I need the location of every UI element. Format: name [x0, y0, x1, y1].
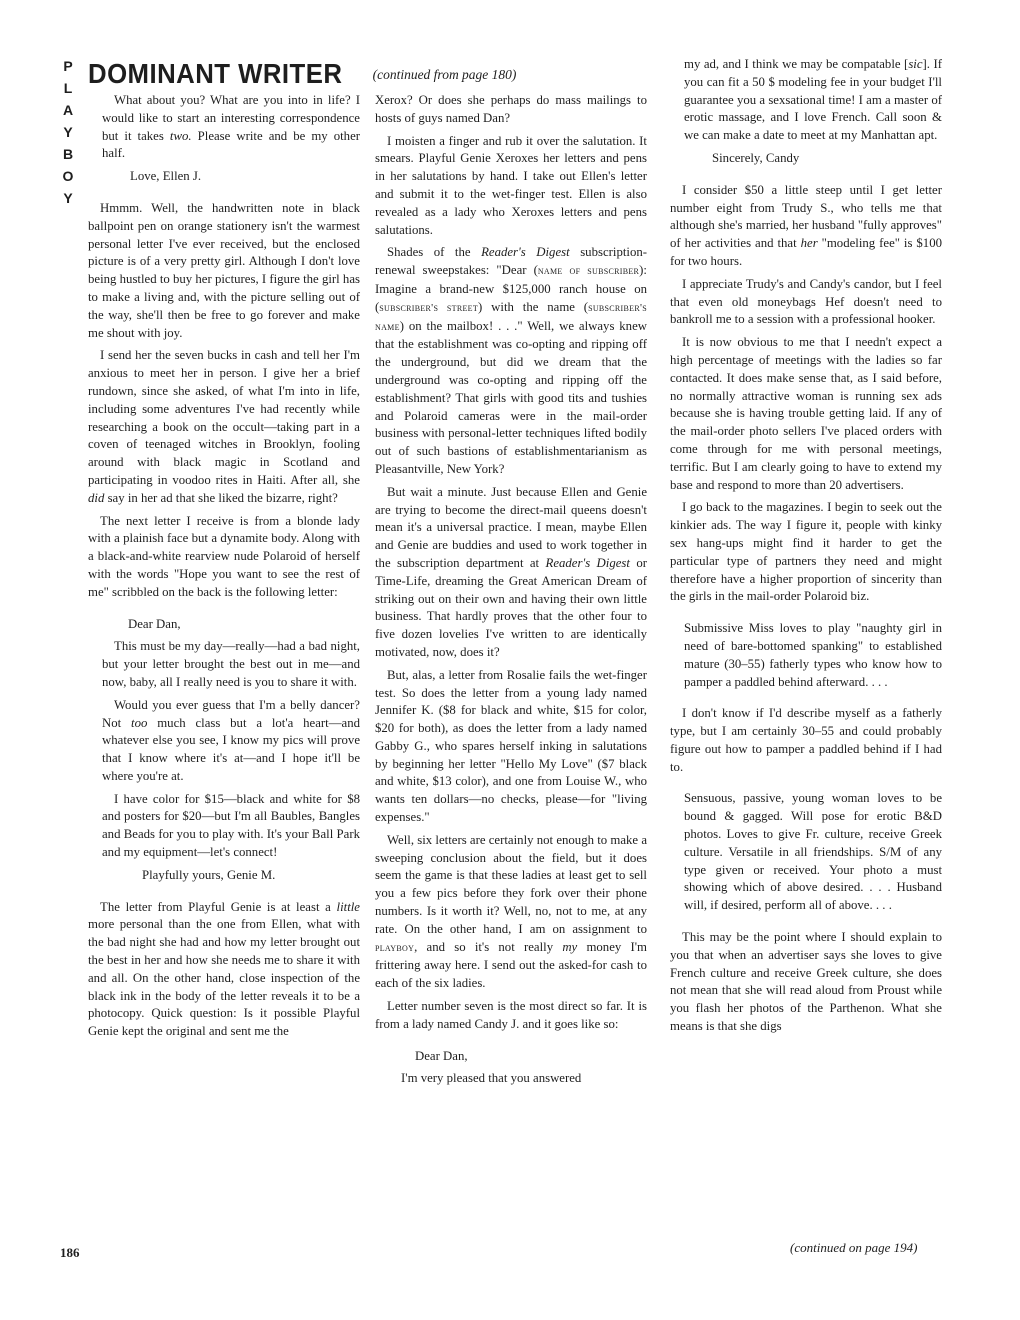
emphasis: Reader's Digest — [545, 555, 630, 570]
body-paragraph — [375, 244, 647, 478]
quoted-ad-2 — [684, 790, 942, 915]
text: or Time-Life, dreaming the Great American Dream of striking out on their own and having their own little business. That hardly proves that the other four to five dozen lovelies I've written to are identically motivated, now, does it? — [375, 555, 648, 659]
letter-signature: Sincerely, Candy — [712, 150, 800, 165]
text: I send her the seven bucks in cash and tell her I'm anxious to meet her in person. I give her a brief rundown, since she asked, of what I'm into in life, including some adventures I've had recently while researching a book on the occult—taking part in a coven of teenaged witches in Brooklyn, fooling around with black magic in Scotland and participating in voodoo rites in Haiti. After all, she — [88, 348, 360, 487]
letter-signature: Playfully yours, Genie M. — [142, 867, 276, 882]
text: But wait a minute. Just because Ellen and Genie are trying to become the direct-mail queens doesn't mean it's a universal practice. I mean, maybe Ellen and Genie are buddies and used to work together in the subscription department at — [375, 484, 647, 570]
body-paragraph — [375, 832, 647, 993]
masthead-letter: B — [62, 146, 74, 162]
body-paragraph: Xerox? Or does she perhaps do mass mailings to hosts of guys named Dan? — [375, 93, 647, 125]
text: I consider $50 a little steep until I get letter number eight from Trudy S., who tells me that although she's married, her husband "fully approves" of her activities and that — [670, 182, 942, 251]
magazine-masthead — [60, 55, 76, 209]
letter-candy-start — [375, 1048, 647, 1089]
column-2 — [375, 92, 647, 1093]
body-paragraph — [88, 899, 360, 1041]
small-caps: subscriber's street — [379, 301, 479, 314]
column-3 — [670, 56, 942, 1041]
body-paragraph — [670, 182, 942, 271]
letter-paragraph — [102, 92, 360, 163]
letter-candy-end — [670, 56, 942, 168]
ad-text: Submissive Miss loves to play "naughty girl in need of bare-bottomed spanking" to established mature (30–55) fatherly types who know how to pamper a paddled behind afterward. . . . — [684, 621, 942, 689]
text: ) with the name ( — [478, 299, 589, 314]
emphasis: Reader's Digest — [481, 245, 570, 260]
masthead-letter: L — [63, 80, 73, 96]
text: ): Imagine a brand-new $125,000 ranch house on ( — [375, 263, 647, 314]
body-paragraph: It is now obvious to me that I needn't expect a high percentage of meetings with the ladies so far contacted. It does make sense that, as I said before, no normally attractive woman is running sex ads because she is having trouble getting laid. If any of the mail-order photo sellers I've placed orders with come through for me with personal meetings, terrific. But I am clearly going to have to extend my base and respond to more than 20 advertisers. — [670, 335, 942, 492]
text: subscription-renewal sweepstakes: "Dear ( — [375, 245, 648, 278]
text: What about you? What are you into in life? I would like to start an interesting correspondence but it takes — [102, 93, 360, 143]
small-caps: name of subscriber — [537, 265, 640, 278]
small-caps: subscriber's name — [375, 301, 648, 333]
body-paragraph: I appreciate Trudy's and Candy's candor, but I feel that even old moneybags Hef doesn't need to bankroll me to a session with a professional hooker. — [670, 276, 942, 327]
text: much class but a lot'a heart—and whatever else you see, I know my pics will prove that I know where it's at—and I hope it'll be where you're at. — [102, 715, 360, 783]
text: The letter from Playful Genie is at least a — [100, 899, 331, 914]
masthead-letter: A — [62, 102, 74, 118]
emphasis: my — [562, 939, 578, 954]
small-caps: playboy — [375, 941, 415, 954]
text: Well, six letters are certainly not enough to make a sweeping conclusion about the field, but it does seem the game is that these ladies at least get to sell you a few pics before they fork over their phone numbers. Is it worth it? Well, no, not to me, at any rate. On the other hand, I am on assignment to — [375, 832, 647, 936]
quoted-ad-1 — [684, 620, 942, 691]
text: my ad, and I think we may be compatable [ — [684, 57, 909, 71]
ad-text: Sensuous, passive, young woman loves to be bound & gagged. Will pose for erotic B&D photos. Loves to give Fr. culture, receive Greek culture. Versatile in all friendships. S/M of any type given or received. Your photo a must showing which of above desired. . . . Husband will, if desired, perform all of above. . . . — [684, 791, 942, 913]
text: Would you ever guess that I'm a belly dancer? Not — [102, 697, 360, 730]
text: more personal than the one from Ellen, what with the bad night she had and how my letter brought out the best in her and how she needs me to share it with and all. On the other hand, close inspection of the black ink in the body of the letter reveals it to be a photocopy. Quick question: Is it possible Playful Genie kept the original and sent me the — [88, 917, 360, 1039]
text: money I'm frittering away here. I send out the asked-for cash to each of the six ladies. — [375, 939, 647, 991]
letter-ellen — [88, 92, 360, 186]
body-paragraph: I go back to the magazines. I begin to seek out the kinkier ads. The way I figure it, people with kinky sex hang-ups might find it harder to get the particular type of partners they need and might therefore have a higher proportion of sincerity than the girls in the mail-order Polaroid biz. — [670, 500, 942, 604]
masthead-letter: O — [62, 168, 74, 184]
body-paragraph — [375, 484, 647, 662]
emphasis: did — [88, 490, 105, 505]
text: ]. If you can fit a 50 $ modeling fee in your budget I'll guarantee you a sexsational time! I am a master of erotic massage, and I love French. Call soon & we can make a date to meet at my Manhattan apt. — [684, 57, 942, 143]
masthead-letter: Y — [63, 190, 73, 206]
letter-paragraph: I'm very pleased that you answered — [401, 1071, 582, 1086]
letter-salutation: Dear Dan, — [128, 616, 181, 631]
continued-from-note: (continued from page 180) — [372, 67, 517, 82]
text: say in her ad that she liked the bizarre, right? — [107, 490, 338, 505]
text: Please write and be my other half. — [102, 128, 361, 161]
letter-paragraph — [684, 56, 942, 145]
body-paragraph: The next letter I receive is from a blonde lady with a plainish face but a dynamite body. Along with a black-and-white rearview nude Polaroid of herself with the words "Hope you want to see the rest of me" scribbled on the back is the following letter: — [88, 513, 360, 599]
text: ) on the mailbox! . . ." Well, we always knew that the establishment was co-opting and ripping off the underground, but did we dream that the underground was co-opting and ripping off the establishment? That girls with good tits and tushies and Polaroid cameras were in the mail-order business with personal-letter techniques lifted bodily out of such bastions of establishmentarianism as Pleasantville, New York? — [375, 318, 647, 476]
emphasis: her — [800, 236, 818, 251]
body-paragraph: Letter number seven is the most direct so far. It is from a lady named Candy J. and it goes like so: — [375, 999, 647, 1031]
masthead-letter: Y — [63, 124, 73, 140]
article-header — [88, 58, 668, 90]
text: Shades of the — [387, 245, 471, 260]
body-paragraph: I moisten a finger and rub it over the salutation. It smears. Playful Genie Xeroxes her letters and pens in her salutations by hand. I take out Ellen's letter and submit it to the wet-finger test. Ellen is also revealed as a lady who Xeroxes letters and pens salutations. — [375, 133, 647, 237]
body-paragraph — [88, 347, 360, 507]
letter-salutation: Dear Dan, — [415, 1048, 468, 1063]
body-paragraph: I don't know if I'd describe myself as a fatherly type, but I am certainly 30–55 and could probably figure out how to pamper a paddled behind if I had to. — [670, 706, 942, 774]
emphasis: too — [131, 715, 148, 730]
letter-signature: Love, Ellen J. — [130, 169, 202, 184]
text: , and so it's not really — [414, 939, 554, 954]
emphasis: sic — [908, 57, 923, 71]
article-title: DOMINANT WRITER — [88, 58, 343, 89]
page-number: 186 — [60, 1245, 80, 1260]
body-paragraph: Hmmm. Well, the handwritten note in black ballpoint pen on orange stationery isn't the warmest personal letter I've ever received, but the enclosed picture is of a very pretty girl. Although I don't love being hustled to buy her pictures, I figure the girl has to make a living and, with the picture selling out of the way, she'll then be free to go forever and make me shout with joy. — [88, 200, 360, 340]
letter-paragraph: This must be my day—really—had a bad night, but your letter brought the best out in me—and now, baby, all I really need is you to share it with. — [102, 639, 360, 689]
column-1 — [88, 92, 360, 1046]
body-paragraph: But, alas, a letter from Rosalie fails the wet-finger test. So does the letter from a young lady named Jennifer K. ($8 for black and white, $15 for color, $20 for both), as does the letter from a lady named Gabby G., who spares herself inking in salutations by beginning her letter "Hello My Love" ($7 black and white, $13 color), and one from Louise W., who wants ten dollars—no checks, please—for "living expenses." — [375, 667, 647, 825]
text: "modeling fee" is $100 for two hours. — [670, 236, 942, 268]
body-paragraph: This may be the point where I should explain to you that when an advertiser says she loves to give French culture and receive Greek culture, she does not mean that she will read aloud from Proust while you flash her photos of the Parthenon. What she means is that she digs — [670, 930, 942, 1034]
emphasis: two. — [169, 128, 192, 143]
continued-on-note: (continued on page 194) — [790, 1240, 918, 1255]
emphasis: little — [336, 899, 360, 914]
letter-paragraph — [102, 697, 360, 786]
letter-paragraph: I have color for $15—black and white for $8 and posters for $20—but I'm all Baubles, Bangles and Beads for you to play with. It's your Ball Park and my equipment—let's connect! — [102, 791, 360, 860]
letter-genie — [88, 616, 360, 885]
masthead-letter: P — [63, 58, 73, 74]
